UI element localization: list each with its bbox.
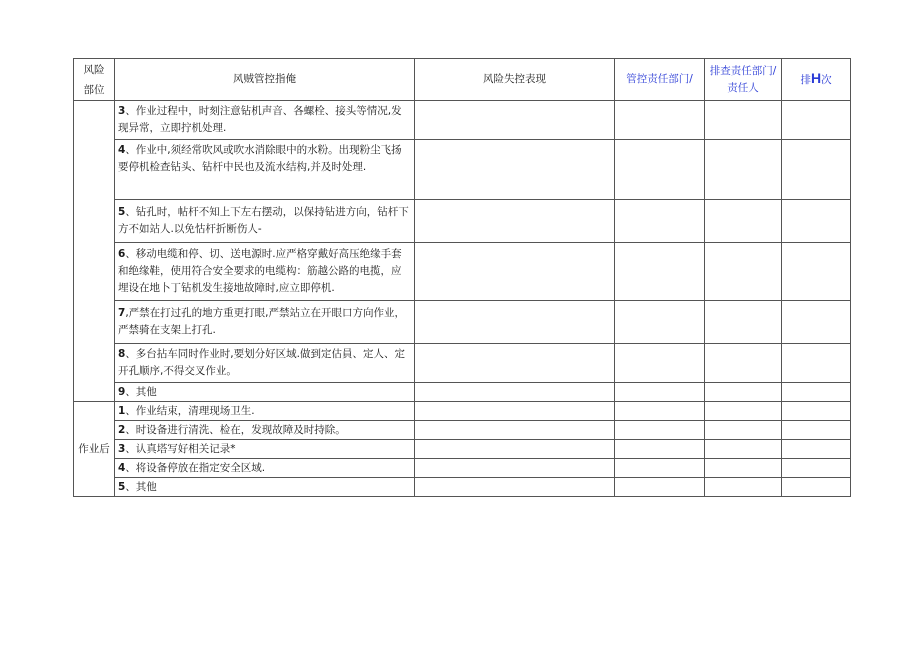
control-dept-cell xyxy=(615,383,705,402)
failure-cell xyxy=(415,402,615,421)
measure-cell: 5、其他 xyxy=(115,478,415,497)
check-dept-cell xyxy=(705,440,782,459)
table-row xyxy=(74,101,851,140)
check-dept-cell xyxy=(705,200,782,243)
header-failure-signs: 风险失控表现 xyxy=(415,59,615,101)
failure-cell xyxy=(415,383,615,402)
failure-cell xyxy=(415,243,615,301)
times-cell xyxy=(782,200,851,243)
table-row xyxy=(74,383,851,402)
table-row xyxy=(74,243,851,301)
measure-cell: 2、时设备进行清洗、检在，发现故障及时持除。 xyxy=(115,421,415,440)
header-check-times: 排H次 xyxy=(782,59,851,101)
times-cell xyxy=(782,301,851,344)
measure-cell: 3、认真塔写好相关记录* xyxy=(115,440,415,459)
control-dept-cell xyxy=(615,243,705,301)
failure-cell xyxy=(415,478,615,497)
header-check-dept: 排查责任部门/ 责任人 xyxy=(705,59,782,101)
control-dept-cell xyxy=(615,344,705,383)
check-dept-cell xyxy=(705,459,782,478)
times-cell xyxy=(782,243,851,301)
table-row xyxy=(74,402,851,421)
measure-cell: 8、多台拈车同时作业时,要划分好区域.做到定估員、定人、定开孔顺序,不得交叉作业。 xyxy=(115,344,415,383)
times-cell xyxy=(782,344,851,383)
failure-cell xyxy=(415,301,615,344)
measure-cell: 3、作业过程中，时刻注意钻机声音、各螺栓、接头等情况,发现异常，立即拧机处理. xyxy=(115,101,415,140)
check-dept-cell xyxy=(705,140,782,200)
table-row xyxy=(74,459,851,478)
measure-cell: 6、移动电缆和停、切、送电源时.应严格穿戴好高压绝缘手套和绝缘鞋，使用符合安全要求的电缆构：筋越公路的电揽，应埋设在地卜丁钻机发生接地故障时,应立即停机. xyxy=(115,243,415,301)
header-control-dept: 管控责任部门/ xyxy=(615,59,705,101)
failure-cell xyxy=(415,101,615,140)
control-dept-cell xyxy=(615,440,705,459)
measure-cell: 7,严禁在打过孔的地方重更打眼,严禁站立在开眼口方向作业，严禁骑在支架上打孔. xyxy=(115,301,415,344)
check-dept-cell xyxy=(705,478,782,497)
table-row xyxy=(74,344,851,383)
failure-cell xyxy=(415,344,615,383)
table-row xyxy=(74,200,851,243)
failure-cell xyxy=(415,440,615,459)
table-row xyxy=(74,421,851,440)
measure-cell: 4、将设备停放在指定安全区域. xyxy=(115,459,415,478)
control-dept-cell xyxy=(615,421,705,440)
header-control-measures: 风贼管控指俺 xyxy=(115,59,415,101)
header-row xyxy=(74,59,851,101)
times-cell xyxy=(782,140,851,200)
control-dept-cell xyxy=(615,101,705,140)
check-dept-cell xyxy=(705,344,782,383)
measure-cell: 5、钻孔时，帖杆不知上下左右摆动，以保持钻进方向，钻杆下方不如站人.以免怙杆折断伤人- xyxy=(115,200,415,243)
times-cell xyxy=(782,459,851,478)
table-row xyxy=(74,478,851,497)
table-row xyxy=(74,140,851,200)
check-dept-cell xyxy=(705,402,782,421)
check-dept-cell xyxy=(705,383,782,402)
times-cell xyxy=(782,440,851,459)
measure-cell: 1、作业结束，清理现场卫生. xyxy=(115,402,415,421)
times-cell xyxy=(782,402,851,421)
failure-cell xyxy=(415,421,615,440)
part-cell-after: 作业后 xyxy=(74,402,115,497)
times-cell xyxy=(782,383,851,402)
control-dept-cell xyxy=(615,140,705,200)
check-dept-cell xyxy=(705,101,782,140)
check-dept-cell xyxy=(705,301,782,344)
risk-control-table xyxy=(73,58,851,497)
failure-cell xyxy=(415,140,615,200)
failure-cell xyxy=(415,200,615,243)
table-row xyxy=(74,440,851,459)
header-risk-part: 风险 部位 xyxy=(74,59,115,101)
times-cell xyxy=(782,421,851,440)
times-cell xyxy=(782,478,851,497)
control-dept-cell xyxy=(615,478,705,497)
failure-cell xyxy=(415,459,615,478)
control-dept-cell xyxy=(615,200,705,243)
measure-cell: 9、其他 xyxy=(115,383,415,402)
table-row xyxy=(74,301,851,344)
control-dept-cell xyxy=(615,459,705,478)
check-dept-cell xyxy=(705,421,782,440)
part-cell-during xyxy=(74,101,115,402)
control-dept-cell xyxy=(615,301,705,344)
measure-cell: 4、作业中,须经常吹风或吹水消除眼中的水粉。出现粉尘飞扬要停机检查钻头、钻杆中民也及流水结构,并及时处理. xyxy=(115,140,415,200)
check-dept-cell xyxy=(705,243,782,301)
control-dept-cell xyxy=(615,402,705,421)
times-cell xyxy=(782,101,851,140)
